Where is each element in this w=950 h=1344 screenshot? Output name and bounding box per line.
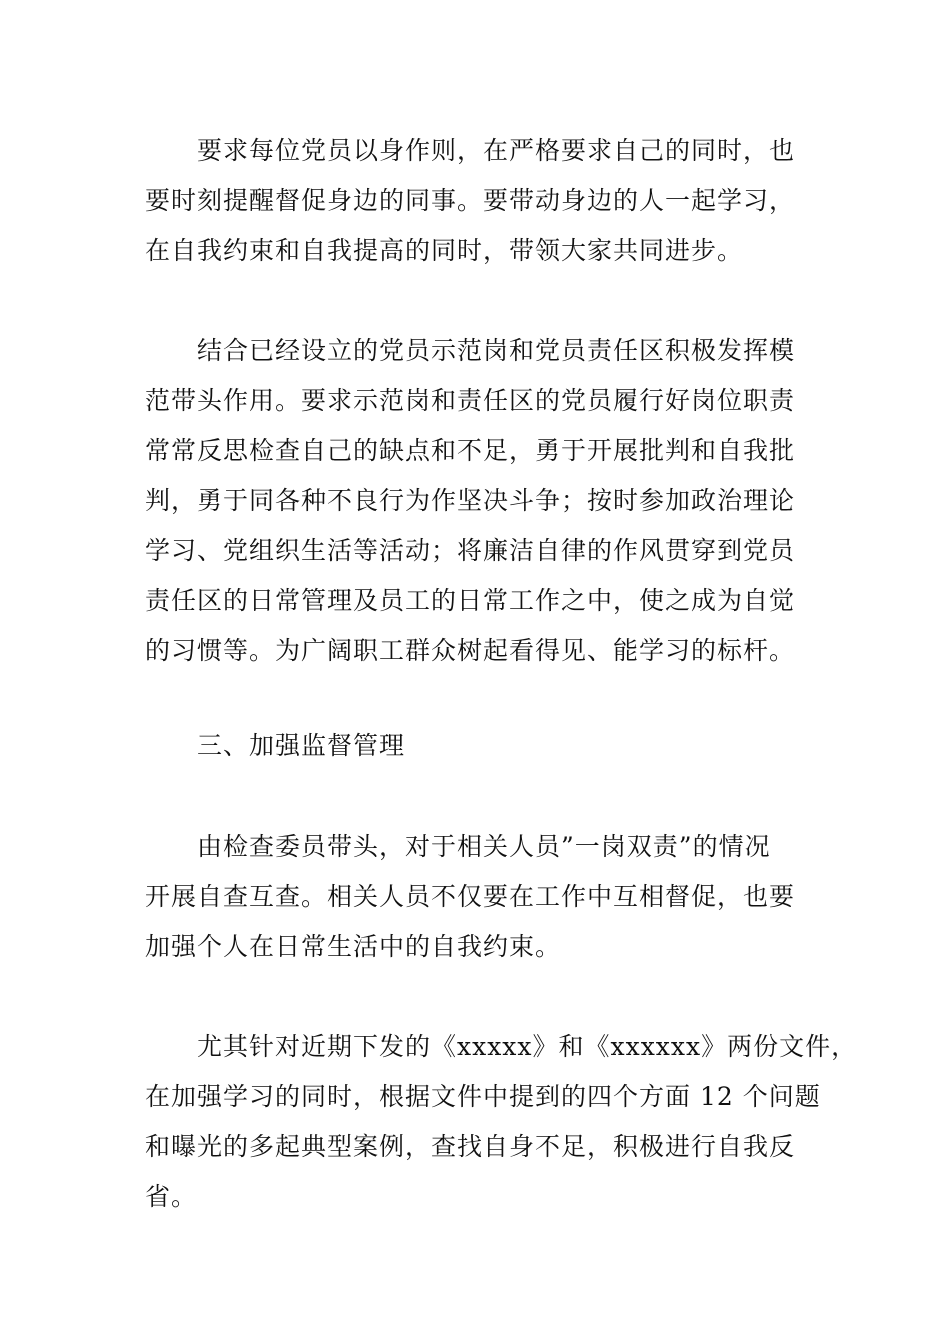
paragraph-line: 在自我约束和自我提高的同时，带领大家共同进步。 xyxy=(145,236,744,265)
paragraph-line: 省。 xyxy=(145,1182,198,1211)
paragraph-3 xyxy=(145,822,810,972)
paragraph-line: 开展自查互查。相关人员不仅要在工作中互相督促，也要 xyxy=(145,882,796,911)
paragraph-line: 责任区的日常管理及员工的日常工作之中，使之成为自觉 xyxy=(145,586,796,615)
paragraph-line: 在加强学习的同时，根据文件中提到的四个方面 12 个问题 xyxy=(145,1082,821,1111)
paragraph-4 xyxy=(145,1022,858,1222)
paragraph-line: 要求每位党员以身作则，在严格要求自己的同时，也 xyxy=(197,136,796,165)
paragraph-line: 范带头作用。要求示范岗和责任区的党员履行好岗位职责 xyxy=(145,386,796,415)
paragraph-line: 学习、党组织生活等活动；将廉洁自律的作风贯穿到党员 xyxy=(145,536,796,565)
paragraph-2 xyxy=(145,326,810,676)
paragraph-1 xyxy=(145,126,810,276)
heading-text: 三、加强监督管理 xyxy=(197,731,406,760)
section-heading xyxy=(145,721,810,771)
paragraph-line: 和曝光的多起典型案例，查找自身不足，积极进行自我反 xyxy=(145,1132,796,1161)
paragraph-line: 加强个人在日常生活中的自我约束。 xyxy=(145,932,562,961)
paragraph-line: 的习惯等。为广阔职工群众树起看得见、能学习的标杆。 xyxy=(145,636,796,665)
paragraph-line: 结合已经设立的党员示范岗和党员责任区积极发挥模 xyxy=(197,336,796,365)
paragraph-line: 常常反思检查自己的缺点和不足，勇于开展批判和自我批 xyxy=(145,436,796,465)
paragraph-line: 判，勇于同各种不良行为作坚决斗争；按时参加政治理论 xyxy=(145,486,796,515)
paragraph-line: 要时刻提醒督促身边的同事。要带动身边的人一起学习， xyxy=(145,186,796,215)
paragraph-line: 由检查委员带头，对于相关人员”一岗双责”的情况 xyxy=(197,832,771,861)
paragraph-line: 尤其针对近期下发的《xxxxx》和《xxxxxx》两份文件， xyxy=(197,1032,858,1061)
